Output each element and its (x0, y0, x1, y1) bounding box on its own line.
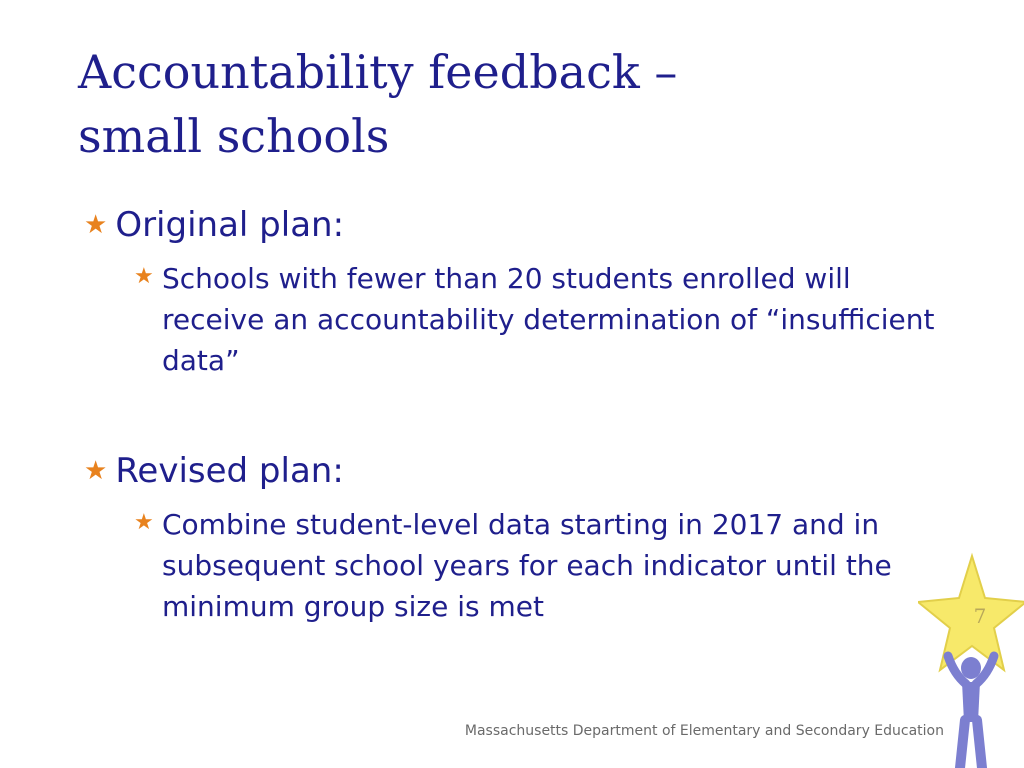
slide-title-line-2: small schools (78, 109, 390, 163)
star-bullet-icon: ★ (134, 264, 154, 289)
sub-bullet-revised-plan (134, 504, 954, 627)
bullet-heading: Revised plan: (115, 451, 344, 491)
sub-bullet-text: Schools with fewer than 20 students enrolled will receive an accountability determination of “insufficient data” (162, 262, 935, 377)
mascot-left-leg (960, 720, 965, 768)
sub-bullet-original-plan (134, 258, 954, 381)
bullet-original-plan (84, 205, 344, 245)
page-number: 7 (973, 604, 987, 628)
star-bullet-icon: ★ (84, 456, 108, 486)
bullet-heading: Original plan: (115, 205, 345, 245)
sub-bullet-text: Combine student-level data starting in 2017 and in subsequent school years for each indicator until the minimum group size is met (162, 508, 892, 623)
star-bullet-icon: ★ (134, 510, 154, 535)
star-bullet-icon: ★ (84, 210, 108, 240)
bullet-revised-plan (84, 451, 344, 491)
slide-title-line-1: Accountability feedback – (78, 45, 678, 99)
footer-text: Massachusetts Department of Elementary and Secondary Education (464, 723, 944, 739)
mascot-head (961, 657, 981, 679)
slide-title (78, 40, 898, 168)
mascot-right-leg (977, 720, 982, 768)
